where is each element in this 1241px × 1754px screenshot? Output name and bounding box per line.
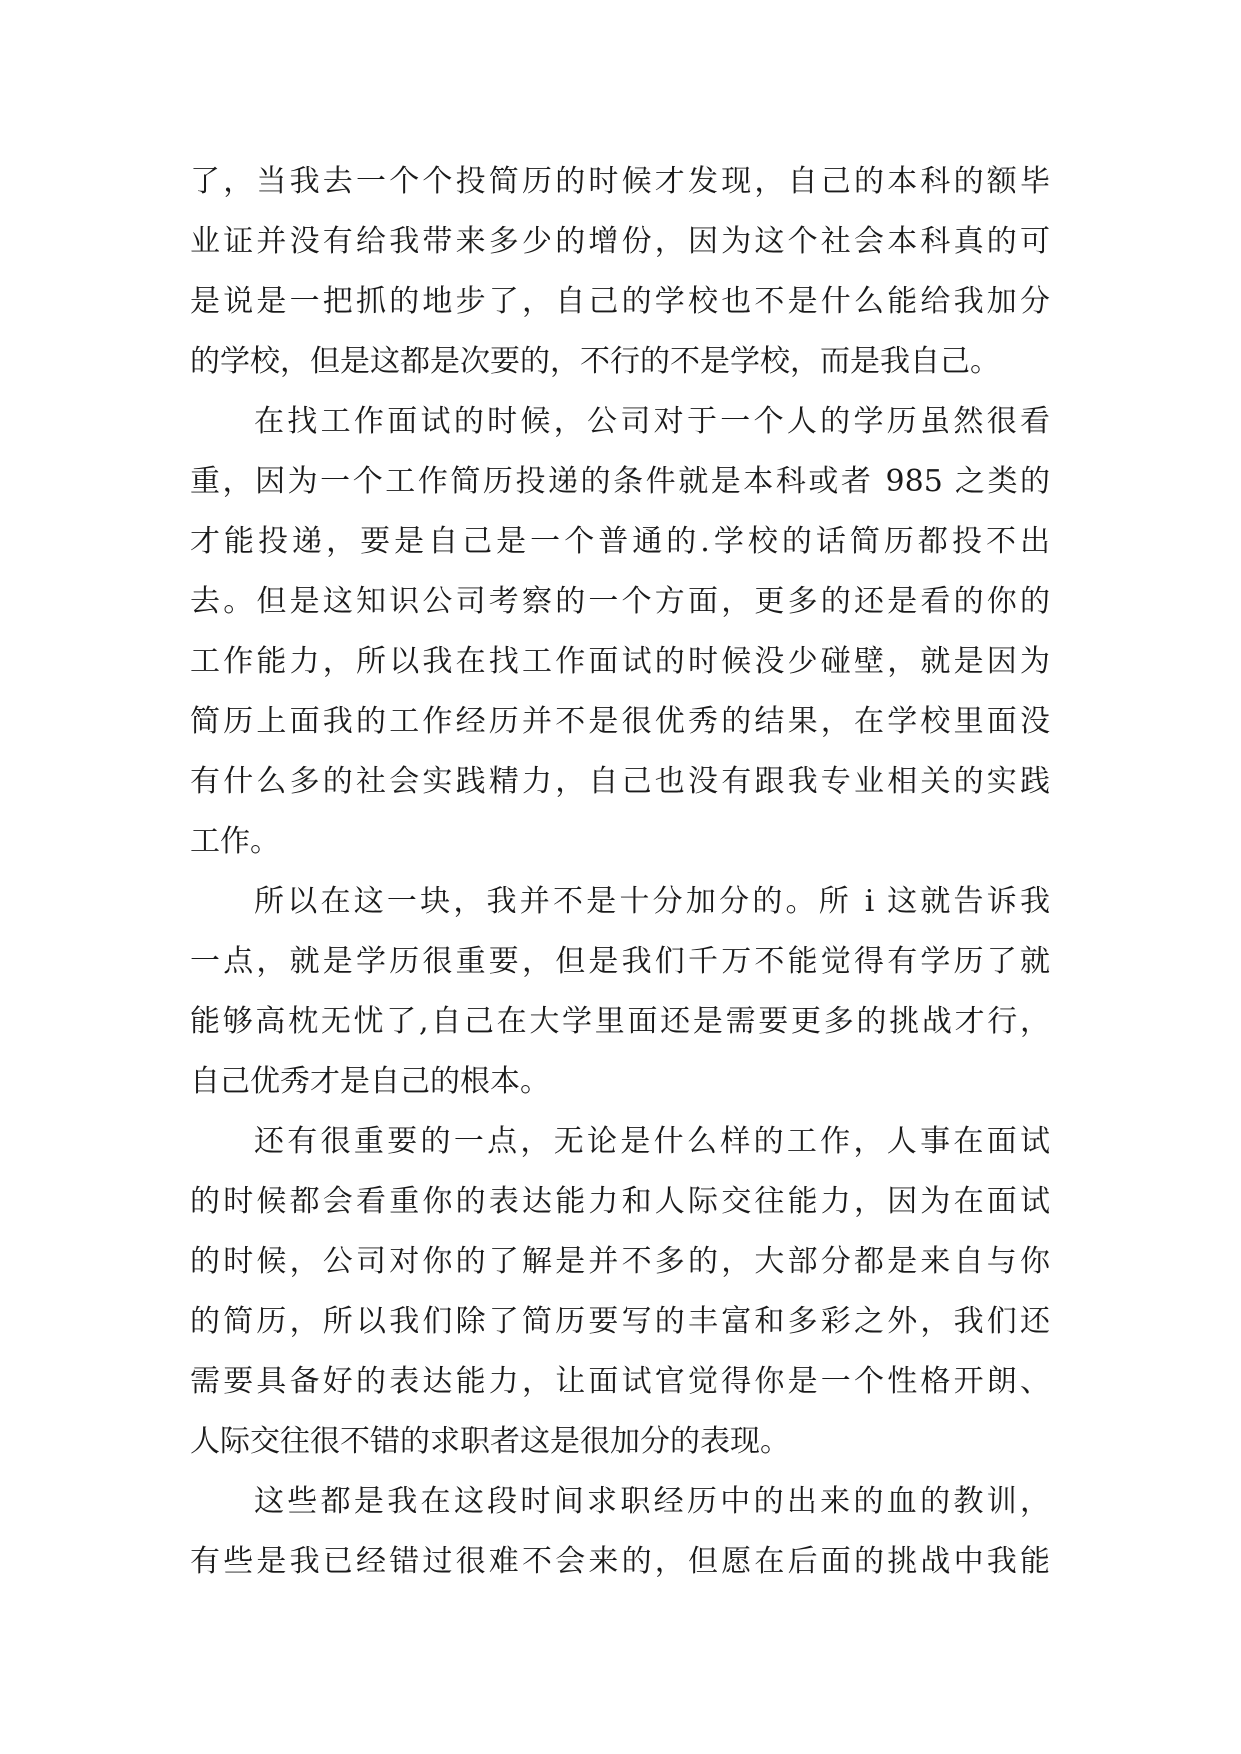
- text-line: 有什么多的社会实践精力，自己也没有跟我专业相关的实践: [190, 764, 1050, 799]
- text-line: 人际交往很不错的求职者这是很加分的表现。: [190, 1424, 790, 1459]
- text-line: 所以在这一块，我并不是十分加分的。所 i 这就告诉我: [254, 884, 1050, 919]
- paragraph: [190, 392, 1050, 872]
- paragraph: [190, 872, 1050, 1112]
- paragraph: [190, 1472, 1050, 1592]
- text-line: 才能投递，要是自己是一个普通的.学校的话简历都投不出: [190, 524, 1050, 559]
- text-line: 简历上面我的工作经历并不是很优秀的结果，在学校里面没: [190, 704, 1050, 739]
- text-line: 一点，就是学历很重要，但是我们千万不能觉得有学历了就: [190, 944, 1050, 979]
- paragraph: [190, 1112, 1050, 1472]
- text-line: 工作。: [190, 824, 280, 859]
- text-line: 的学校，但是这都是次要的，不行的不是学校，而是我自己。: [190, 344, 1000, 379]
- text-line: 重，因为一个工作简历投递的条件就是本科或者 985 之类的: [190, 464, 1050, 499]
- text-line: 去。但是这知识公司考察的一个方面，更多的还是看的你的: [190, 584, 1050, 619]
- text-line: 需要具备好的表达能力，让面试官觉得你是一个性格开朗、: [190, 1364, 1050, 1399]
- text-line: 了，当我去一个个投简历的时候才发现，自己的本科的额毕: [190, 164, 1050, 199]
- text-line: 业证并没有给我带来多少的增份，因为这个社会本科真的可: [190, 224, 1050, 259]
- text-line: 在找工作面试的时候，公司对于一个人的学历虽然很看: [254, 404, 1050, 439]
- text-line: 还有很重要的一点，无论是什么样的工作，人事在面试: [254, 1124, 1050, 1159]
- text-line: 这些都是我在这段时间求职经历中的出来的血的教训，: [254, 1484, 1050, 1519]
- text-line: 有些是我已经错过很难不会来的，但愿在后面的挑战中我能: [190, 1544, 1050, 1579]
- text-line: 的时候都会看重你的表达能力和人际交往能力，因为在面试: [190, 1184, 1050, 1219]
- text-line: 是说是一把抓的地步了，自己的学校也不是什么能给我加分: [190, 284, 1050, 319]
- paragraph: [190, 152, 1050, 392]
- text-line: 工作能力，所以我在找工作面试的时候没少碰壁，就是因为: [190, 644, 1050, 679]
- text-line: 的简历，所以我们除了简历要写的丰富和多彩之外，我们还: [190, 1304, 1050, 1339]
- document-body: [190, 152, 1050, 1592]
- text-line: 的时候，公司对你的了解是并不多的，大部分都是来自与你: [190, 1244, 1050, 1279]
- text-line: 能够高枕无忧了,自己在大学里面还是需要更多的挑战才行，: [190, 1004, 1050, 1039]
- text-line: 自己优秀才是自己的根本。: [190, 1064, 550, 1099]
